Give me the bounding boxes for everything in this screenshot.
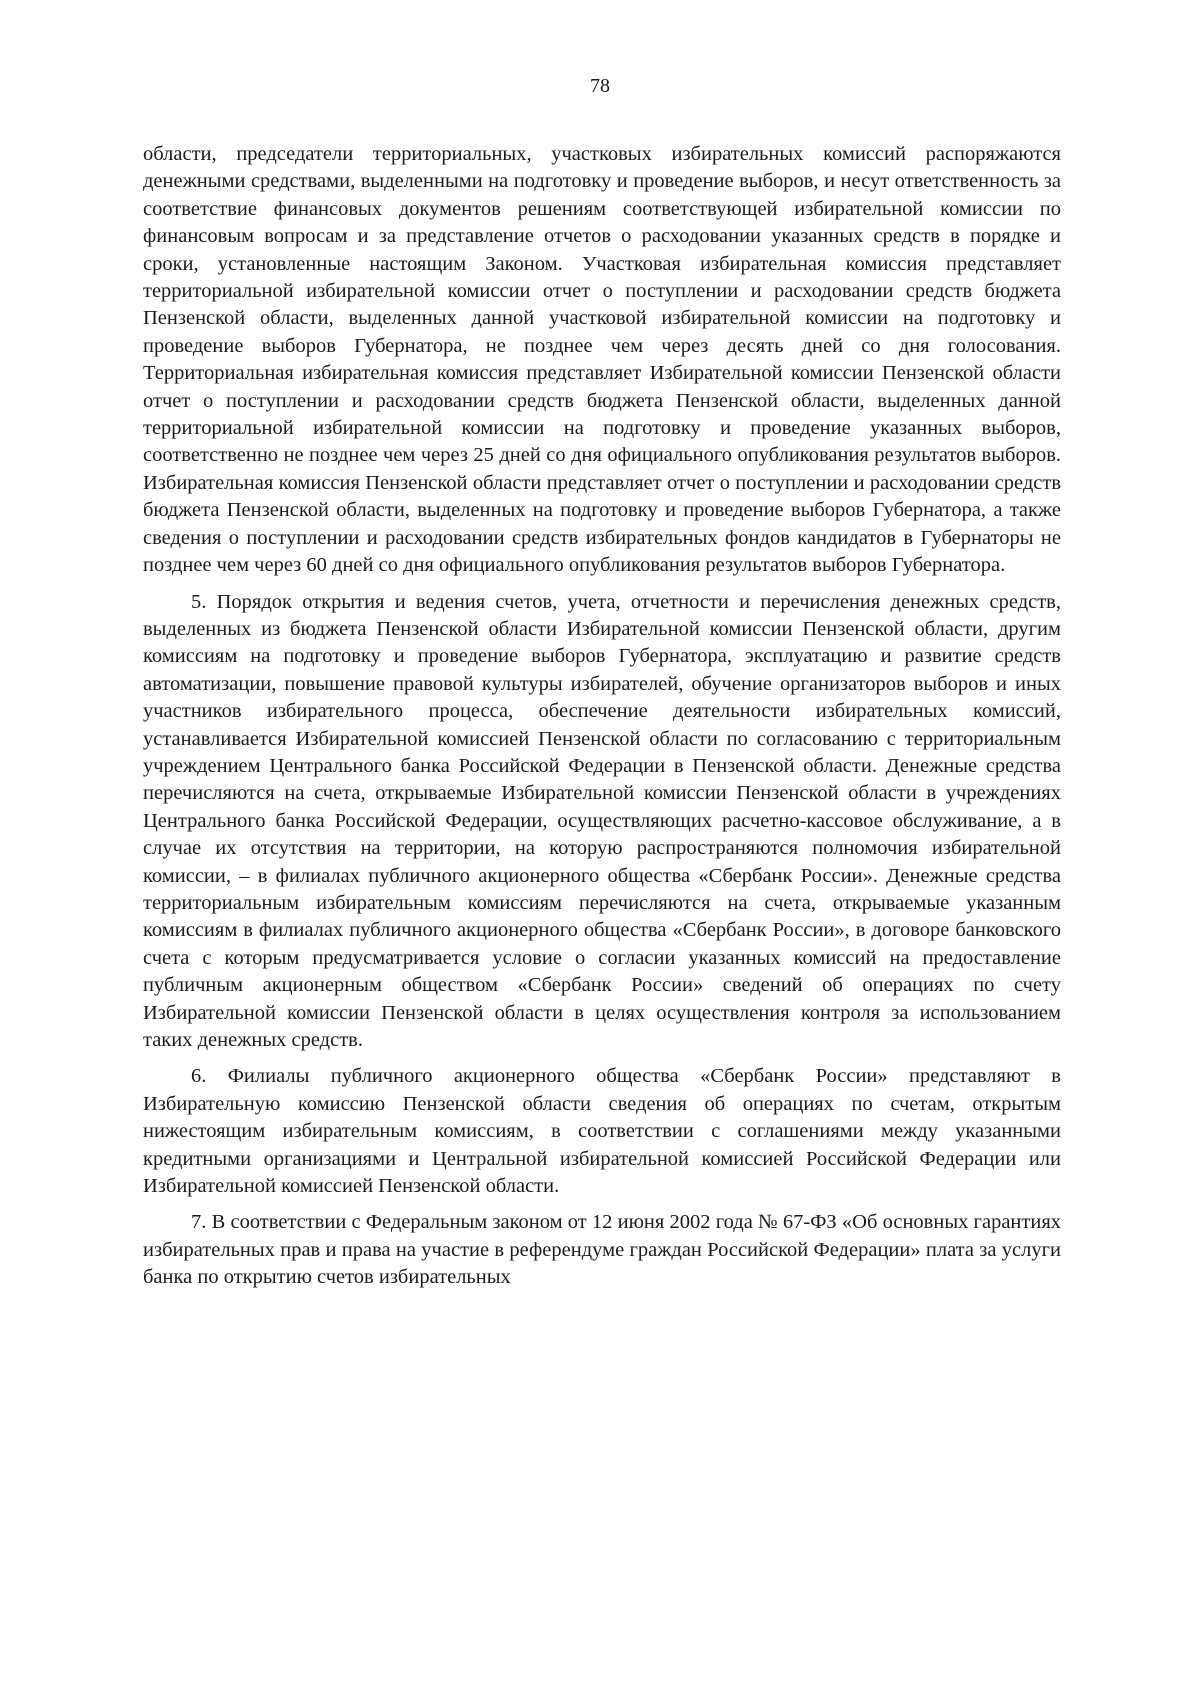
paragraph-item-5: 5. Порядок открытия и ведения счетов, учета, отчетности и перечисления денежных средств, выделенных из бюджета Пензенской области Избирательной комиссии Пензенской области, другим комиссиям на подготовку и проведение выборов Губернатора, эксплуатацию и развитие средств автоматизации, повышение правовой культуры избирателей, обучение организаторов выборов и иных участников избирательного процесса, обеспечение деятельности избирательных комиссий, устанавливается Избирательной комиссией Пензенской области по согласованию с территориальным учреждением Центрального банка Российской Федерации в Пензенской области. Денежные средства перечисляются на счета, открываемые Избирательной комиссии Пензенской области в учреждениях Центрального банка Российской Федерации, осуществляющих расчетно-кассовое обслуживание, а в случае их отсутствия на территории, на которую распространяются полномочия избирательной комиссии, – в филиалах публичного акционерного общества «Сбербанк России». Денежные средства территориальным избирательным комиссиям перечисляются на счета, открываемые указанным комиссиям в филиалах публичного акционерного общества «Сбербанк России», в договоре банковского счета с которым предусматривается условие о согласии указанных комиссий на предоставление публичным акционерным обществом «Сбербанк России» сведений об операциях по счету Избирательной комиссии Пензенской области в целях осуществления контроля за использованием таких денежных средств. (143, 590, 1061, 1051)
page-number: 78 (590, 75, 610, 97)
paragraph-item-6: 6. Филиалы публичного акционерного общества «Сбербанк России» представляют в Избирательную комиссию Пензенской области сведения об операциях по счетам, открытым нижестоящим избирательным комиссиям, в соответствии с соглашениями между указанными кредитными организациями и Центральной избирательной комиссией Российской Федерации или Избирательной комиссией Пензенской области. (143, 1065, 1061, 1198)
document-body (143, 141, 1061, 1301)
paragraph-item-7: 7. В соответствии с Федеральным законом от 12 июня 2002 года № 67-ФЗ «Об основных гарантиях избирательных прав и права на участие в референдуме граждан Российской Федерации» плата за услуги банка по открытию счетов избирательных (143, 1211, 1061, 1289)
paragraph-continuation: области, председатели территориальных, участковых избирательных комиссий распоряжаются денежными средствами, выделенными на подготовку и проведение выборов, и несут ответственность за соответствие финансовых документов решениям соответствующей избирательной комиссии по финансовым вопросам и за представление отчетов о расходовании указанных средств в порядке и сроки, установленные настоящим Законом. Участковая избирательная комиссия представляет территориальной избирательной комиссии отчет о поступлении и расходовании средств бюджета Пензенской области, выделенных данной участковой избирательной комиссии на подготовку и проведение выборов Губернатора, не позднее чем через десять дней со дня голосования. Территориальная избирательная комиссия представляет Избирательной комиссии Пензенской области отчет о поступлении и расходовании средств бюджета Пензенской области, выделенных данной территориальной избирательной комиссии на подготовку и проведение указанных выборов, соответственно не позднее чем через 25 дней со дня официального опубликования результатов выборов. Избирательная комиссия Пензенской области представляет отчет о поступлении и расходовании средств бюджета Пензенской области, выделенных на подготовку и проведение выборов Губернатора, а также сведения о поступлении и расходовании средств избирательных фондов кандидатов в Губернаторы не позднее чем через 60 дней со дня официального опубликования результатов выборов Губернатора. (143, 143, 1061, 577)
